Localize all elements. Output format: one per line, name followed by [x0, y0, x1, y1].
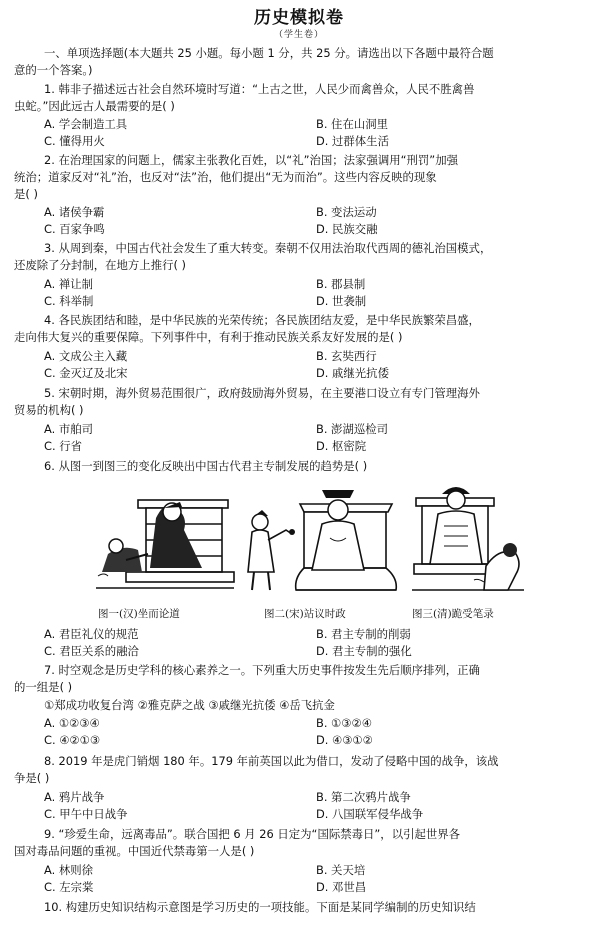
section-heading: 一、单项选择题(本大题共 25 小题。每小题 1 分，共 25 分。请选出以下各题中最符合题 [44, 46, 494, 60]
q4-option-c[interactable]: C. 金灭辽及北宋 [44, 366, 128, 380]
q1-stem: 1. 韩非子描述远古社会自然环境时写道：“上古之世，人民少而禽兽众，人民不胜禽兽 [44, 82, 475, 96]
figure-caption-1: 图一(汉)坐而论道 [98, 608, 180, 620]
q7-stem: 7. 时空观念是历史学科的核心素养之一。下列重大历史事件按发生先后顺序排列，正确 [44, 663, 480, 677]
figure-song-standing-discussion [238, 478, 408, 602]
q3-stem: 3. 从周到秦，中国古代社会发生了重大转变。秦朝不仅用法治取代西周的德礼治国模式， [44, 241, 492, 255]
q5-stem-cont: 贸易的机构( ) [14, 403, 84, 417]
q5-option-d[interactable]: D. 枢密院 [316, 439, 367, 453]
q3-stem-cont: 还废除了分封制，在地方上推行( ) [14, 258, 186, 272]
q1-option-a[interactable]: A. 学会制造工具 [44, 117, 128, 131]
q1-option-c[interactable]: C. 懂得用火 [44, 134, 105, 148]
q10-stem: 10. 构建历史知识结构示意图是学习历史的一项技能。下面是某同学编制的历史知识结 [44, 900, 476, 914]
q8-option-a[interactable]: A. 鸦片战争 [44, 790, 105, 804]
q6-option-d[interactable]: D. 君主专制的强化 [316, 644, 412, 658]
q5-option-b[interactable]: B. 澎湖巡检司 [316, 422, 389, 436]
q8-option-b[interactable]: B. 第二次鸦片战争 [316, 790, 411, 804]
q2-stem-cont2: 是( ) [14, 187, 38, 201]
q8-option-d[interactable]: D. 八国联军侵华战争 [316, 807, 424, 821]
q4-option-a[interactable]: A. 文成公主入藏 [44, 349, 128, 363]
figure-han-seated-discussion [86, 478, 236, 602]
page-subtitle: （学生卷） [273, 30, 324, 40]
q9-stem: 9. “珍爱生命，远离毒品”。联合国把 6 月 26 日定为“国际禁毒日”，以引起世界各 [44, 827, 461, 841]
q9-option-c[interactable]: C. 左宗棠 [44, 880, 94, 894]
q3-option-a[interactable]: A. 禅让制 [44, 277, 94, 291]
q2-option-b[interactable]: B. 变法运动 [316, 205, 377, 219]
q3-option-b[interactable]: B. 郡县制 [316, 277, 366, 291]
q5-option-a[interactable]: A. 市舶司 [44, 422, 94, 436]
q7-option-b[interactable]: B. ①③②④ [316, 716, 372, 730]
figure-qing-kneeling-dictation [410, 478, 526, 602]
q6-option-b[interactable]: B. 君主专制的削弱 [316, 627, 411, 641]
section-heading-cont: 意的一个答案。) [14, 63, 93, 77]
q2-stem-cont: 统治；道家反对“礼”治，也反对“法”治，他们提出“无为而治”。这些内容反映的现象 [14, 170, 437, 184]
q7-option-d[interactable]: D. ④③①② [316, 733, 373, 747]
q4-option-d[interactable]: D. 戚继光抗倭 [316, 366, 389, 380]
q9-option-d[interactable]: D. 邓世昌 [316, 880, 367, 894]
q5-option-c[interactable]: C. 行省 [44, 439, 82, 453]
page-title: 历史模拟卷 [254, 8, 344, 28]
figure-caption-3: 图三(清)跪受笔录 [412, 608, 494, 620]
q3-option-d[interactable]: D. 世袭制 [316, 294, 367, 308]
q9-option-b[interactable]: B. 关天培 [316, 863, 366, 877]
q4-option-b[interactable]: B. 玄奘西行 [316, 349, 377, 363]
q7-stem-cont: 的一组是( ) [14, 680, 73, 694]
q4-stem: 4. 各民族团结和睦，是中华民族的光荣传统；各民族团结友爱，是中华民族繁荣昌盛， [44, 313, 480, 327]
q1-stem-cont: 虫蛇。”因此远古人最需要的是( ) [14, 99, 175, 113]
q7-option-a[interactable]: A. ①②③④ [44, 716, 100, 730]
q3-option-c[interactable]: C. 科举制 [44, 294, 94, 308]
q9-option-a[interactable]: A. 林则徐 [44, 863, 94, 877]
q6-option-a[interactable]: A. 君臣礼仪的规范 [44, 627, 139, 641]
q1-option-d[interactable]: D. 过群体生活 [316, 134, 389, 148]
q7-event-list: ①郑成功收复台湾 ②雅克萨之战 ③戚继光抗倭 ④岳飞抗金 [44, 698, 335, 712]
q2-option-d[interactable]: D. 民族交融 [316, 222, 378, 236]
q6-stem: 6. 从图一到图三的变化反映出中国古代君主专制发展的趋势是( ) [44, 459, 368, 473]
q2-option-a[interactable]: A. 诸侯争霸 [44, 205, 105, 219]
q2-stem: 2. 在治理国家的问题上，儒家主张教化百姓，以“礼”治国；法家强调用“刑罚”加强 [44, 153, 458, 167]
q4-stem-cont: 走向伟大复兴的重要保障。下列事件中，有利于推动民族关系友好发展的是( ) [14, 330, 403, 344]
q7-option-c[interactable]: C. ④②①③ [44, 733, 101, 747]
q1-option-b[interactable]: B. 住在山洞里 [316, 117, 389, 131]
q8-stem-cont: 争是( ) [14, 771, 50, 785]
q2-option-c[interactable]: C. 百家争鸣 [44, 222, 105, 236]
q9-stem-cont: 国对毒品问题的重视。中国近代禁毒第一人是( ) [14, 844, 255, 858]
q8-option-c[interactable]: C. 甲午中日战争 [44, 807, 128, 821]
q5-stem: 5. 宋朝时期，海外贸易范围很广，政府鼓励海外贸易，在主要港口设立有专门管理海外 [44, 386, 480, 400]
q8-stem: 8. 2019 年是虎门销烟 180 年。179 年前英国以此为借口，发动了侵略中国的战争，该战 [44, 754, 499, 768]
q6-option-c[interactable]: C. 君臣关系的融洽 [44, 644, 139, 658]
figure-caption-2: 图二(宋)站议时政 [264, 608, 346, 620]
